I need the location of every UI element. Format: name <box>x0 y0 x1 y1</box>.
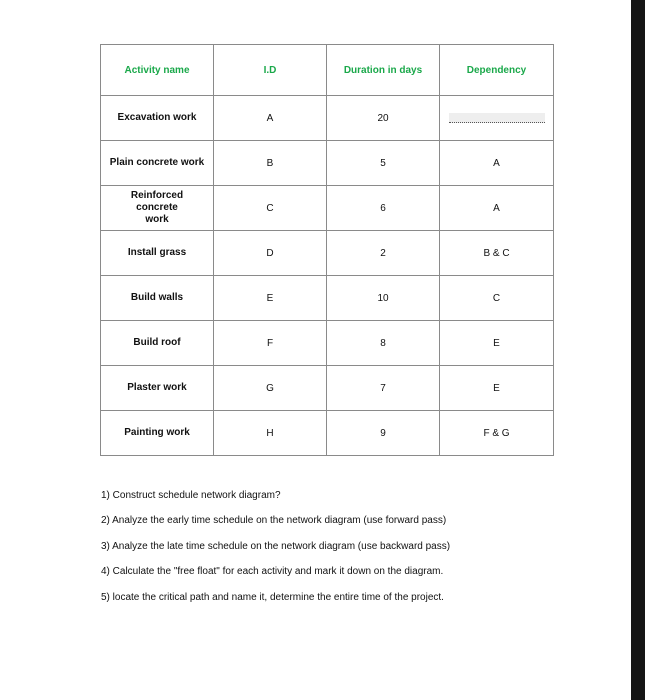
table-row <box>101 96 554 141</box>
duration-cell: 6 <box>327 186 440 231</box>
activity-name-cell: Install grass <box>101 231 214 276</box>
table-row <box>101 366 554 411</box>
table-row <box>101 321 554 366</box>
question-item: 5) locate the critical path and name it, determine the entire time of the project. <box>101 591 444 603</box>
dependency-cell: B & C <box>440 231 554 276</box>
header-activity-name: Activity name <box>101 45 214 96</box>
table-header-row <box>101 45 554 96</box>
duration-cell: 5 <box>327 141 440 186</box>
activity-name-cell: Painting work <box>101 411 214 456</box>
duration-cell: 8 <box>327 321 440 366</box>
table-row <box>101 276 554 321</box>
dependency-cell <box>440 96 554 141</box>
activity-name-cell: Reinforced concrete work <box>101 186 214 231</box>
table-row <box>101 141 554 186</box>
table-row <box>101 411 554 456</box>
question-item: 3) Analyze the late time schedule on the network diagram (use backward pass) <box>101 540 451 552</box>
dependency-blank <box>449 113 545 123</box>
duration-cell: 7 <box>327 366 440 411</box>
activity-name-cell: Plain concrete work <box>101 141 214 186</box>
activity-id-cell: H <box>214 411 327 456</box>
activity-id-cell: A <box>214 96 327 141</box>
question-item: 1) Construct schedule network diagram? <box>101 490 281 501</box>
activity-table <box>100 44 554 456</box>
question-item: 2) Analyze the early time schedule on the network diagram (use forward pass) <box>101 515 447 527</box>
duration-cell: 9 <box>327 411 440 456</box>
activity-id-cell: B <box>214 141 327 186</box>
dependency-cell: E <box>440 366 554 411</box>
duration-cell: 20 <box>327 96 440 141</box>
scan-edge <box>631 0 645 700</box>
dependency-cell: E <box>440 321 554 366</box>
activity-id-cell: G <box>214 366 327 411</box>
duration-cell: 2 <box>327 231 440 276</box>
table-row <box>101 231 554 276</box>
activity-name-cell: Build roof <box>101 321 214 366</box>
dependency-cell: A <box>440 186 554 231</box>
activity-name-cell: Excavation work <box>101 96 214 141</box>
duration-cell: 10 <box>327 276 440 321</box>
activity-name-cell: Plaster work <box>101 366 214 411</box>
header-duration: Duration in days <box>327 45 440 96</box>
question-item: 4) Calculate the "free float" for each activity and mark it down on the diagram. <box>101 566 444 578</box>
dependency-cell: C <box>440 276 554 321</box>
header-dependency: Dependency <box>440 45 554 96</box>
question-list <box>101 486 581 613</box>
activity-id-cell: D <box>214 231 327 276</box>
activity-id-cell: E <box>214 276 327 321</box>
activity-name-cell: Build walls <box>101 276 214 321</box>
activity-id-cell: F <box>214 321 327 366</box>
table-row <box>101 186 554 231</box>
dependency-cell: A <box>440 141 554 186</box>
dependency-cell: F & G <box>440 411 554 456</box>
activity-id-cell: C <box>214 186 327 231</box>
header-id: I.D <box>214 45 327 96</box>
